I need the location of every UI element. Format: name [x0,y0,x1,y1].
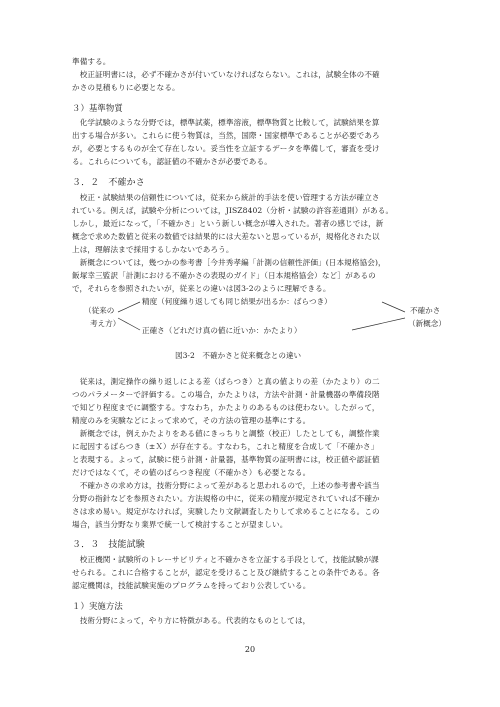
subsection-heading: ３）基準物質 [72,103,123,113]
text-line: に起因するばらつき（±Ｘ）が存在する。すなわち，これと精度を合成して「不確かさ」 [72,442,379,451]
text-line: 上は，理解法まで採用するしかないであろう。 [72,245,234,254]
text-line: 分野の指針などを参照されたい。方法規格の中に，従来の精度が規定されていれば不確か [72,494,380,503]
diagram-accuracy-label: 正確さ（どれだけ真の値に近いか：かたより） [142,326,302,335]
text-line: 校正証明書には，必ず不確かさが付いていなければならない。これは，試験全体の不確 [72,70,380,79]
text-line: 飯塚幸三監訳「計測における不確かさの表現のガイド」（日本規格協会）など］があるの [72,271,376,280]
text-line: で知どり程度までに調整する。すなわち，かたよりのあるものは使わない。したがって， [72,403,380,412]
figure-caption: 図3-2 不確かさと従来概念との違い [175,351,302,360]
text-line: 概念で求めた数値と従来の数値では結果的には大差ないと思っているが，規格化された以 [72,232,380,241]
section-heading: ３．３ 技能試験 [72,540,145,550]
text-line: 新概念では，例えかたよりをある値にきっちりと調整（校正）したとしても，調整作業 [72,429,380,438]
text-line: れている。例えば，試験や分析については，JISZ8402（分析・試験の許容差通則）がある。 [72,206,394,215]
text-line: る。これらについても，認証値の不確かさが必要である。 [72,157,272,166]
text-line: しかし，最近になって，「不確かさ」という新しい概念が導入された。著者の感じでは，新 [72,219,384,228]
text-line: 場合，該当分野なり業界で統一して検討することが望ましい。 [72,520,288,529]
diagram-right-label-2: （新概念） [408,319,446,328]
text-line: 従来は，測定操作の繰り返しによる差（ばらつき）と真の値よりの差（かたより）の二 [72,377,380,386]
subsection-heading: １）実施方法 [72,601,123,611]
page-number: 20 [244,645,256,654]
text-line: で，それらを参照されたいが，従来との違いは図3-2のように理解できる。 [72,284,331,293]
text-line: 技術分野によって，やり方に特徴がある。代表的なものとしては， [72,616,311,625]
diagram-left-label-1: （従来の [84,306,115,315]
text-line: 出する場合が多い。これらに使う物質は，当然，国際・国家標準であることが必要であろ [72,131,380,140]
text-line: 不確かさの求め方は，技術分野によって差があると思われるので，上述の参考書や該当 [72,481,380,490]
text-line: さは求め易い。規定がなければ，実験したり文献調査したりして求めることになる。この [72,507,380,516]
text-line: かさの見積もりに必要となる。 [72,83,180,92]
text-line: が，必要とするものが全て存在しない。妥当性を立証するデータを準備して，審査を受け [72,144,380,153]
text-line: 化学試験のような分野では，標準試薬，標準溶液，標準物質と比較して，試験結果を算 [72,118,380,127]
section-heading: ３．２ 不確かさ [72,178,145,188]
text-line: 校正機関・試験所のトレーサビリティと不確かさを立証する手段として，技能試験が課 [72,555,379,564]
text-line: つのパラメーターで評価する。この場合，かたよりは，方法や計測・計量機器の準備段階 [72,390,380,399]
diagram-precision-label: 精度（何度繰り返しても同じ結果が出るか：ばらつき） [142,297,332,306]
text-line: 認定機関は，技能試験実施のプログラムを持っており公表している。 [72,581,311,590]
text-line: せられる。これに合格することが，認定を受けること及び継続することの条件である。各 [72,568,380,577]
diagram-right-label-1: 不確かさ [410,306,441,315]
diagram-left-label-2: 考え方） [90,319,121,328]
text-line: と表現する。よって，試験に使う計測・計量器，基準物質の証明書には，校正値や認証値 [72,455,380,464]
text-line: 校正・試験結果の信頼性については，従来から統計的手法を使い管理する方法が確立さ [72,193,380,202]
text-line: 準備する。 [72,57,111,66]
text-line: 新概念については，幾つかの参考書［今井秀孝編「計測の信頼性評価」(日本規格協会)， [72,258,386,267]
text-line: 精度のみを実験などによって求めて，その方法の管理の基準にする。 [72,416,311,425]
text-line: だけではなくて，その値のばらつき程度（不確かさ）も必要となる。 [72,468,311,477]
